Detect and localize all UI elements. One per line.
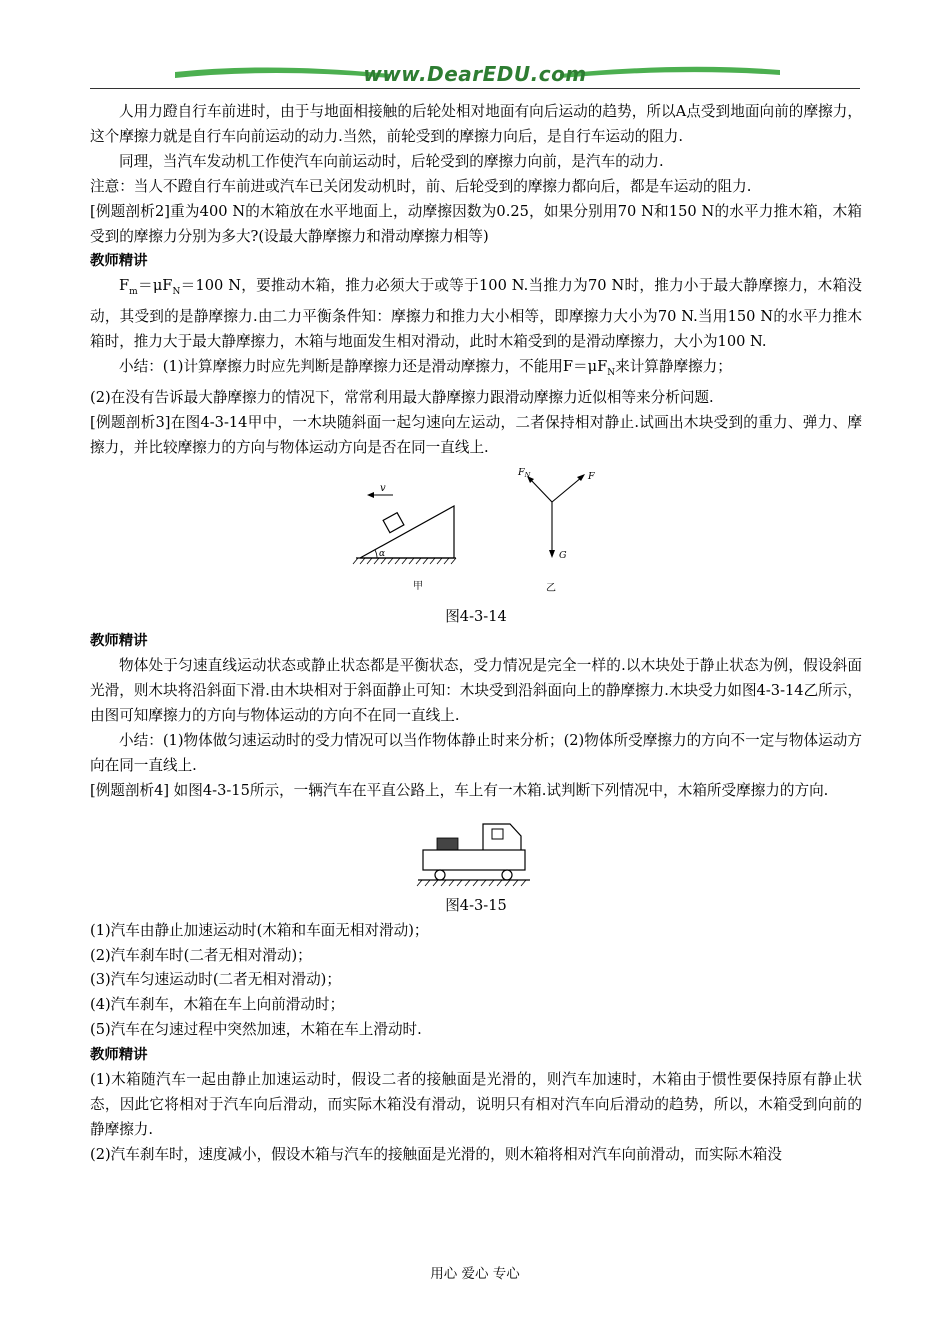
- list-item: (4)汽车刹车，木箱在车上向前滑动时；: [90, 996, 345, 1014]
- document-body: [90, 100, 862, 1168]
- subscript-N: N: [607, 367, 616, 378]
- site-logo-text: www.DearEDU.com: [363, 62, 587, 86]
- formula-F: F: [119, 277, 130, 295]
- truck-diagram: [90, 804, 862, 894]
- crate-shape: [437, 838, 458, 850]
- example-2-answer: [90, 274, 862, 355]
- figure-4-3-14: [90, 461, 862, 605]
- answer-text: ＝100 N，要推动木箱，推力必须大于或等于100 N.当推力为70 N时，推力小于最大静摩擦力，木箱没动，其受到的是静摩擦力.由二力平衡条件知：摩擦力和推力大小相等，即摩擦力大小为70 N.当用150 N的水平力推木箱时，推力大于最大静摩擦力，木箱与地面发生相对滑动，此时木箱受到的是滑动摩擦力，大小为100 N.: [90, 277, 862, 351]
- figure-4-3-15: [90, 804, 862, 894]
- example-3-question: [例题剖析3]在图4-3-14甲中，一木块随斜面一起匀速向左运动，二者保持相对静止.试画出木块受到的重力、弹力、摩擦力，并比较摩擦力的方向与物体运动方向是否在同一直线上.: [90, 413, 862, 456]
- section-heading: 教师精讲: [90, 1047, 148, 1064]
- subscript-m: m: [129, 287, 138, 298]
- label-jia: 甲: [413, 580, 423, 592]
- label-yi: 乙: [546, 582, 556, 594]
- example-3-answer: 物体处于匀速直线运动状态或静止状态都是平衡状态，受力情况是完全一样的.以木块处于静止状态为例，假设斜面光滑，则木块将沿斜面下滑.由木块相对于斜面静止可知：木块受到沿斜面向上的静摩擦力.木块受力如图4-3-14乙所示，由图可知摩擦力的方向与物体运动的方向不在同一直线上.: [90, 657, 862, 725]
- example-2-question: [例题剖析2]重为400 N的木箱放在水平地面上，动摩擦因数为0.25，如果分别用70 N和150 N的水平力推木箱，木箱受到的摩擦力分别为多大?(设最大静摩擦力和滑动摩擦力相等): [90, 202, 862, 245]
- list-item: (3)汽车匀速运动时(二者无相对滑动)；: [90, 971, 341, 989]
- diagram-yi: [517, 467, 595, 594]
- section-heading: 教师精讲: [90, 633, 148, 650]
- paragraph: 人用力蹬自行车前进时，由于与地面相接触的后轮处相对地面有向后运动的趋势，所以A点受到地面向前的摩擦力，这个摩擦力就是自行车向前运动的动力.当然，前轮受到的摩擦力向后，是自行车运动的阻力.: [90, 103, 862, 145]
- formula-mid: ＝μF: [137, 277, 173, 295]
- paragraph: 同理，当汽车发动机工作使汽车向前运动时，后轮受到的摩擦力向前，是汽车的动力.: [119, 152, 664, 170]
- summary-text-b: 来计算静摩擦力；: [615, 357, 732, 375]
- summary-paragraph: [90, 355, 862, 386]
- subscript-N: N: [172, 287, 181, 298]
- incline-diagram: [90, 461, 862, 605]
- summary-paragraph-2: (2)在没有告诉最大静摩擦力的情况下，常常利用最大静摩擦力跟滑动摩擦力近似相等来分析问题.: [90, 388, 714, 406]
- angle-alpha-label: α: [379, 548, 386, 559]
- example-4-question: [例题剖析4] 如图4-3-15所示，一辆汽车在平直公路上，车上有一木箱.试判断下列情况中，木箱所受摩擦力的方向.: [90, 781, 829, 799]
- force-G-label: G: [559, 549, 567, 561]
- example-4-answer-1: (1)木箱随汽车一起由静止加速运动时，假设二者的接触面是光滑的，则汽车加速时，木箱由于惯性要保持原有静止状态，因此它将相对于汽车向后滑动，而实际木箱没有滑动，说明只有相对汽车向后滑动的趋势，所以，木箱受到向前的静摩擦力.: [90, 1071, 862, 1138]
- list-item: (5)汽车在匀速过程中突然加速，木箱在车上滑动时.: [90, 1021, 422, 1039]
- velocity-label: v: [380, 482, 386, 494]
- figure-caption: 图4-3-14: [445, 607, 507, 625]
- section-heading: 教师精讲: [90, 253, 148, 270]
- force-F-label: F: [588, 470, 595, 482]
- summary-text-a: 小结：(1)计算摩擦力时应先判断是静摩擦力还是滑动摩擦力，不能用F＝μF: [119, 357, 608, 375]
- diagram-jia: [353, 483, 456, 592]
- page-footer: 用心 爱心 专心: [430, 1266, 520, 1282]
- force-FN-label: $F_N$: [518, 466, 531, 479]
- site-header: [90, 58, 860, 92]
- list-item: (2)汽车刹车时(二者无相对滑动)；: [90, 946, 312, 964]
- header-divider: [90, 88, 860, 89]
- summary-paragraph: 小结：(1)物体做匀速运动时的受力情况可以当作物体静止时来分析；(2)物体所受摩擦力的方向不一定与物体运动方向在同一直线上.: [90, 732, 862, 774]
- list-item: (1)汽车由静止加速运动时(木箱和车面无相对滑动)；: [90, 921, 429, 939]
- example-4-answer-2: (2)汽车刹车时，速度减小，假设木箱与汽车的接触面是光滑的，则木箱将相对汽车向前滑动，而实际木箱没: [90, 1145, 782, 1163]
- figure-caption: 图4-3-15: [445, 896, 507, 914]
- note-paragraph: 注意：当人不蹬自行车前进或汽车已关闭发动机时，前、后轮受到的摩擦力都向后，都是车运动的阻力.: [90, 177, 752, 195]
